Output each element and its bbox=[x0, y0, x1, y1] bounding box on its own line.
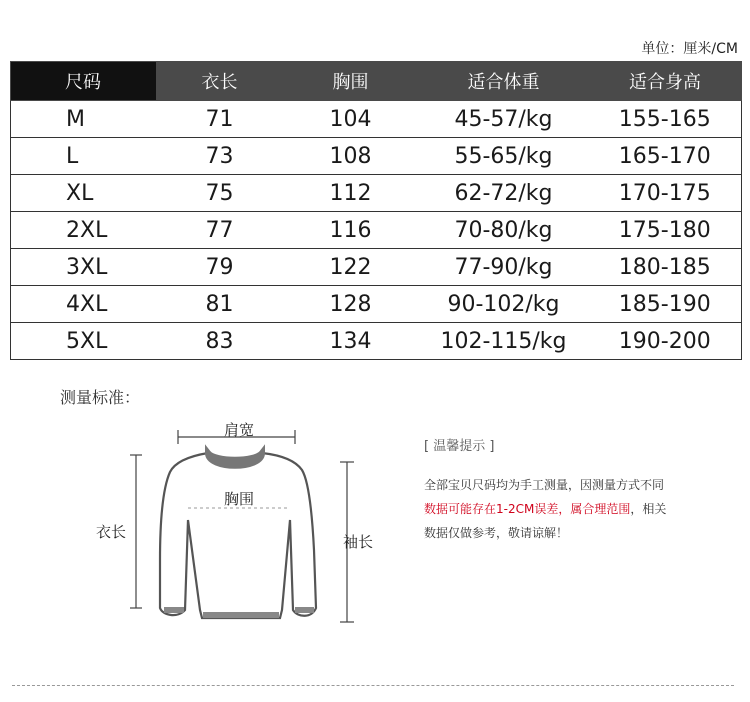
table-row bbox=[11, 212, 742, 249]
cell-length: 75 bbox=[157, 175, 283, 212]
cell-weight: 90-102/kg bbox=[419, 286, 589, 323]
cell-height: 185-190 bbox=[589, 286, 742, 323]
table-row bbox=[11, 286, 742, 323]
unit-label: 单位：厘米/CM bbox=[641, 41, 738, 57]
header-weight: 适合体重 bbox=[419, 62, 589, 101]
cell-weight: 62-72/kg bbox=[419, 175, 589, 212]
cell-height: 180-185 bbox=[589, 249, 742, 286]
cell-size: 5XL bbox=[11, 323, 157, 360]
table-row bbox=[11, 175, 742, 212]
table-row bbox=[11, 101, 742, 138]
cell-height: 175-180 bbox=[589, 212, 742, 249]
shoulder-label: 肩宽 bbox=[224, 421, 255, 439]
cell-height: 170-175 bbox=[589, 175, 742, 212]
length-label: 衣长 bbox=[96, 523, 127, 541]
cell-height: 190-200 bbox=[589, 323, 742, 360]
sweater-outline bbox=[160, 453, 316, 618]
length-dimension-line bbox=[130, 455, 142, 608]
header-length: 衣长 bbox=[157, 62, 283, 101]
cell-length: 77 bbox=[157, 212, 283, 249]
cell-weight: 77-90/kg bbox=[419, 249, 589, 286]
cell-chest: 116 bbox=[283, 212, 419, 249]
cell-size: XL bbox=[11, 175, 157, 212]
tip-title: [ 温馨提示 ] bbox=[424, 439, 495, 454]
sleeve-label: 袖长 bbox=[343, 533, 374, 551]
bottom-divider bbox=[12, 685, 734, 686]
cell-length: 73 bbox=[157, 138, 283, 175]
table-row bbox=[11, 323, 742, 360]
cell-weight: 55-65/kg bbox=[419, 138, 589, 175]
cell-height: 155-165 bbox=[589, 101, 742, 138]
table-row bbox=[11, 249, 742, 286]
cell-chest: 104 bbox=[283, 101, 419, 138]
cell-length: 71 bbox=[157, 101, 283, 138]
cell-height: 165-170 bbox=[589, 138, 742, 175]
cell-length: 81 bbox=[157, 286, 283, 323]
tip-warning-text: 数据可能存在1-2CM误差，属合理范围 bbox=[424, 502, 631, 516]
measure-title: 测量标准： bbox=[60, 388, 141, 407]
table-header-row bbox=[11, 62, 742, 101]
cell-chest: 128 bbox=[283, 286, 419, 323]
cell-size: 4XL bbox=[11, 286, 157, 323]
sweater-diagram bbox=[90, 410, 390, 635]
tip-line-2-rest: ，相关 bbox=[630, 502, 667, 516]
tip-line-2 bbox=[424, 500, 666, 517]
chest-label: 胸围 bbox=[224, 490, 255, 508]
cell-weight: 102-115/kg bbox=[419, 323, 589, 360]
cell-chest: 134 bbox=[283, 323, 419, 360]
tip-line-1: 全部宝贝尺码均为手工测量，因测量方式不同 bbox=[424, 478, 665, 492]
cell-size: M bbox=[11, 101, 157, 138]
cell-length: 83 bbox=[157, 323, 283, 360]
cell-chest: 112 bbox=[283, 175, 419, 212]
tip-line-3: 数据仅做参考，敬请谅解！ bbox=[424, 526, 569, 540]
header-height: 适合身高 bbox=[589, 62, 742, 101]
table-row bbox=[11, 138, 742, 175]
cell-size: 2XL bbox=[11, 212, 157, 249]
size-table bbox=[10, 61, 742, 360]
cell-size: L bbox=[11, 138, 157, 175]
cell-length: 79 bbox=[157, 249, 283, 286]
header-chest: 胸围 bbox=[283, 62, 419, 101]
cell-weight: 45-57/kg bbox=[419, 101, 589, 138]
collar bbox=[208, 453, 262, 466]
cell-size: 3XL bbox=[11, 249, 157, 286]
cell-weight: 70-80/kg bbox=[419, 212, 589, 249]
cell-chest: 108 bbox=[283, 138, 419, 175]
header-size: 尺码 bbox=[11, 62, 157, 101]
cell-chest: 122 bbox=[283, 249, 419, 286]
